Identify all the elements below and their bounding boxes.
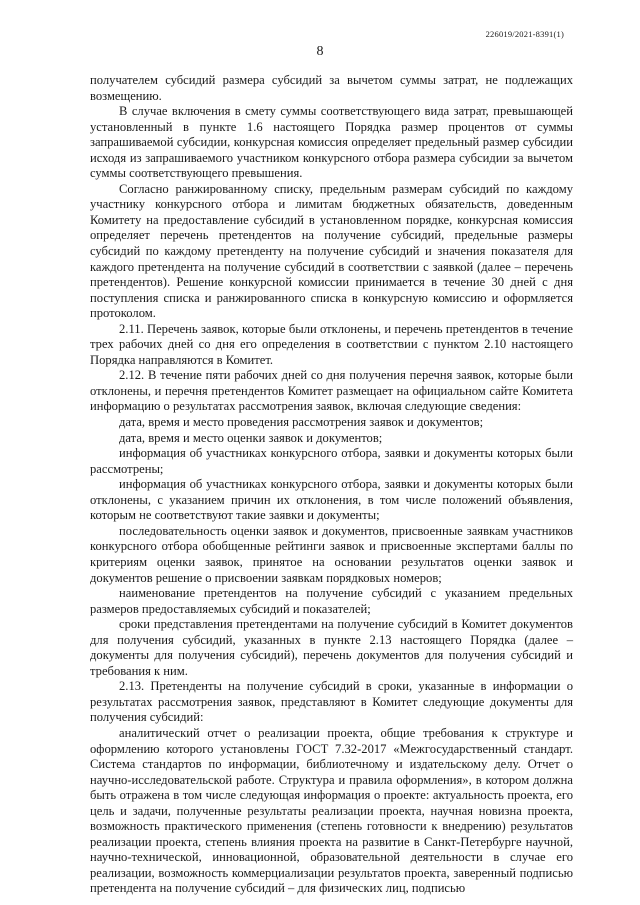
- paragraph-ranked-list: Согласно ранжированному списку, предельным размерам субсидий по каждому участнику конкурсного отбора и лимитам бюджетных обязательств, доведенным Комитету на предоставление субсидий в установленном порядке, конкурсная комиссия определяет перечень претендентов на получение субсидий, предельные размеры субсидий по каждому претенденту на получение субсидий и значения показателя для каждого претендента на получение субсидий в соответствии с заявкой (далее – перечень претендентов). Решение конкурсной комиссии принимается в течение 30 дней с дня поступления списка и ранжированного списка в конкурсную комиссию и оформляется протоколом.: [90, 181, 573, 321]
- list-item: сроки представления претендентами на получение субсидий в Комитет документов для получения субсидий, указанных в пункте 2.13 настоящего Порядка (далее – документы для получения субсидий), перечень документов для получения субсидий и требования к ним.: [90, 617, 573, 678]
- page-number: 8: [316, 44, 324, 59]
- list-item: наименование претендентов на получение субсидий с указанием предельных размеров предоставляемых субсидий и показателей;: [90, 586, 573, 616]
- document-registration-number: 226019/2021-8391(1): [485, 29, 564, 39]
- paragraph-estimate-excess: В случае включения в смету суммы соответствующего вида затрат, превышающей установленный в пункте 1.6 настоящего Порядка размер процентов от суммы запрашиваемой субсидии, конкурсная комиссия определяет предельный размер субсидии исходя из запрашиваемого участником конкурсного отбора размера субсидии за вычетом суммы соответствующего превышения.: [90, 104, 573, 181]
- paragraph-continuation: получателем субсидий размера субсидий за вычетом суммы затрат, не подлежащих возмещению.: [90, 73, 573, 103]
- list-item: информация об участниках конкурсного отбора, заявки и документы которых были отклонены, с указанием причин их отклонения, в том числе положений объявления, которым не соответствуют такие заявки и документы;: [90, 477, 573, 523]
- document-body: [90, 73, 573, 897]
- list-item: дата, время и место проведения рассмотрения заявок и документов;: [119, 415, 484, 430]
- paragraph-2-11: 2.11. Перечень заявок, которые были отклонены, и перечень претендентов в течение трех рабочих дней со дня его определения в соответствии с пунктом 2.10 настоящего Порядка направляются в Комитет.: [90, 321, 573, 367]
- paragraph-analytical-report: аналитический отчет о реализации проекта, общие требования к структуре и оформлению которого установлены ГОСТ 7.32-2017 «Межгосударственный стандарт. Система стандартов по информации, библиотечному и издательскому делу. Отчет о научно-исследовательской работе. Структура и правила оформления», в котором должна быть отражена в том числе следующая информация о проекте: актуальность проекта, его цель и задачи, полученные результаты реализации проекта, научная новизна проекта, возможность практического применения (степень готовности к внедрению) результатов реализации проекта, степень влияния проекта на развитие в Санкт-Петербурге научной, научно-технической, инновационной, образовательной деятельности в случае его реализации, возможность коммерциализации результатов проекта, заверенный подписью претендента на получение субсидий – для физических лиц, подписью: [90, 725, 573, 896]
- paragraph-2-12: 2.12. В течение пяти рабочих дней со дня получения перечня заявок, которые были отклонены, и перечня претендентов Комитет размещает на официальном сайте Комитета информацию о результатах рассмотрения заявок, включая следующие сведения:: [90, 368, 573, 414]
- list-item: последовательность оценки заявок и документов, присвоенные заявкам участников конкурсного отбора обобщенные рейтинги заявок и присвоенные экспертами баллы по критериям оценки заявок, принятое на основании результатов оценки заявок и документов решение о присвоении заявкам порядковых номеров;: [90, 523, 573, 585]
- paragraph-2-13: 2.13. Претенденты на получение субсидий в сроки, указанные в информации о результатах рассмотрения заявок, представляют в Комитет следующие документы для получения субсидий:: [90, 679, 573, 725]
- list-item: дата, время и место оценки заявок и документов;: [119, 430, 383, 445]
- list-item: информация об участниках конкурсного отбора, заявки и документы которых были рассмотрены;: [90, 446, 573, 476]
